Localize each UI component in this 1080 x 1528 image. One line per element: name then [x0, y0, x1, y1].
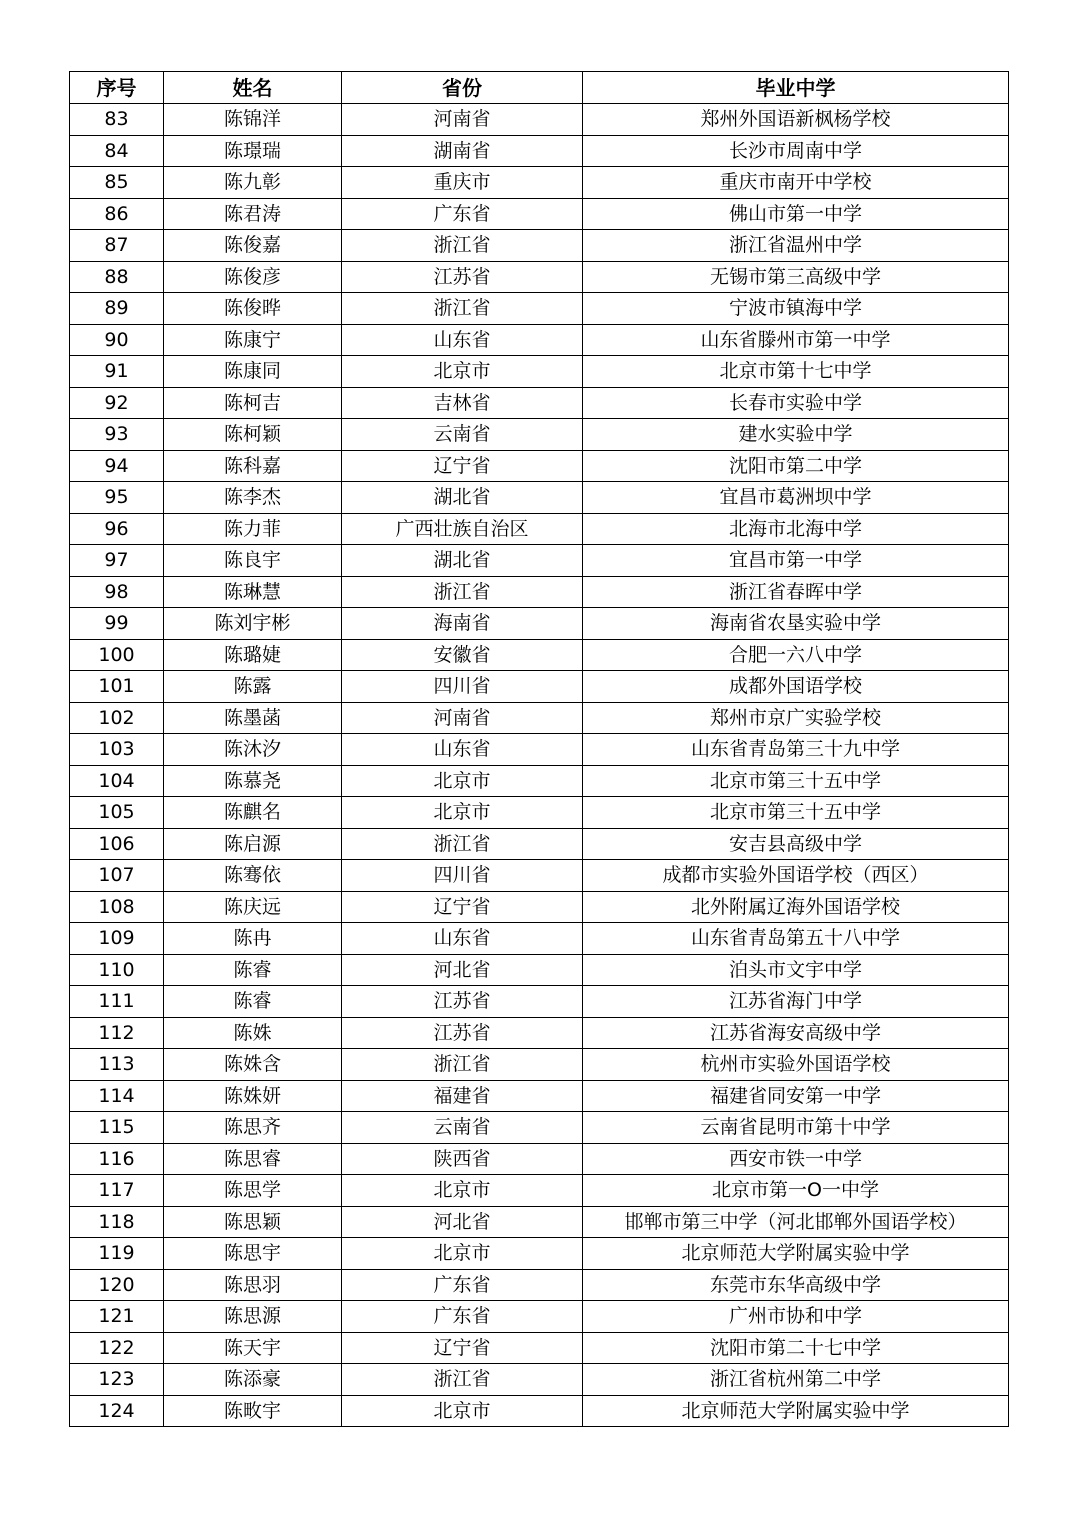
cell-school: 东莞市东华高级中学: [583, 1269, 1009, 1301]
table-header-row: [70, 72, 1009, 104]
cell-province: 浙江省: [342, 1049, 583, 1081]
table-row: [70, 1175, 1009, 1207]
table-row: [70, 576, 1009, 608]
table-row: [70, 734, 1009, 766]
cell-name: 陈姝: [164, 1017, 342, 1049]
cell-name: 陈冉: [164, 923, 342, 955]
cell-school: 山东省青岛第三十九中学: [583, 734, 1009, 766]
table-row: [70, 513, 1009, 545]
cell-province: 四川省: [342, 671, 583, 703]
cell-index: 119: [70, 1238, 164, 1270]
cell-name: 陈沐汐: [164, 734, 342, 766]
table-row: [70, 797, 1009, 829]
table-body: [70, 104, 1009, 1427]
cell-school: 海南省农垦实验中学: [583, 608, 1009, 640]
cell-index: 99: [70, 608, 164, 640]
cell-province: 北京市: [342, 1238, 583, 1270]
table-row: [70, 702, 1009, 734]
table-row: [70, 356, 1009, 388]
cell-index: 110: [70, 954, 164, 986]
cell-name: 陈思羽: [164, 1269, 342, 1301]
cell-province: 海南省: [342, 608, 583, 640]
cell-province: 浙江省: [342, 230, 583, 262]
cell-name: 陈锦洋: [164, 104, 342, 136]
table-row: [70, 860, 1009, 892]
table-row: [70, 923, 1009, 955]
cell-index: 89: [70, 293, 164, 325]
table-row: [70, 639, 1009, 671]
cell-name: 陈姝妍: [164, 1080, 342, 1112]
cell-name: 陈俊彦: [164, 261, 342, 293]
cell-school: 成都市实验外国语学校（西区）: [583, 860, 1009, 892]
table-row: [70, 986, 1009, 1018]
cell-school: 北京师范大学附属实验中学: [583, 1395, 1009, 1427]
cell-index: 108: [70, 891, 164, 923]
cell-province: 河北省: [342, 1206, 583, 1238]
cell-name: 陈姝含: [164, 1049, 342, 1081]
header-province: 省份: [342, 72, 583, 104]
table-row: [70, 1269, 1009, 1301]
cell-index: 98: [70, 576, 164, 608]
table-row: [70, 1112, 1009, 1144]
cell-province: 浙江省: [342, 576, 583, 608]
cell-school: 宜昌市葛洲坝中学: [583, 482, 1009, 514]
cell-index: 100: [70, 639, 164, 671]
table-row: [70, 230, 1009, 262]
cell-province: 广东省: [342, 1269, 583, 1301]
cell-province: 广东省: [342, 198, 583, 230]
cell-school: 西安市铁一中学: [583, 1143, 1009, 1175]
cell-index: 123: [70, 1364, 164, 1396]
cell-index: 111: [70, 986, 164, 1018]
table-row: [70, 1395, 1009, 1427]
cell-school: 山东省青岛第五十八中学: [583, 923, 1009, 955]
cell-name: 陈璟瑞: [164, 135, 342, 167]
cell-province: 江苏省: [342, 1017, 583, 1049]
cell-province: 北京市: [342, 765, 583, 797]
table-row: [70, 1364, 1009, 1396]
cell-province: 江苏省: [342, 261, 583, 293]
cell-province: 安徽省: [342, 639, 583, 671]
cell-name: 陈睿: [164, 986, 342, 1018]
student-roster-table: [69, 71, 1009, 1427]
cell-name: 陈麒名: [164, 797, 342, 829]
cell-name: 陈君涛: [164, 198, 342, 230]
cell-school: 沈阳市第二十七中学: [583, 1332, 1009, 1364]
cell-index: 96: [70, 513, 164, 545]
cell-index: 88: [70, 261, 164, 293]
table-row: [70, 1049, 1009, 1081]
cell-school: 北京市第三十五中学: [583, 765, 1009, 797]
cell-index: 112: [70, 1017, 164, 1049]
cell-school: 建水实验中学: [583, 419, 1009, 451]
cell-index: 122: [70, 1332, 164, 1364]
cell-name: 陈俊晔: [164, 293, 342, 325]
cell-name: 陈康同: [164, 356, 342, 388]
cell-name: 陈露: [164, 671, 342, 703]
cell-school: 宁波市镇海中学: [583, 293, 1009, 325]
cell-school: 江苏省海安高级中学: [583, 1017, 1009, 1049]
table-row: [70, 167, 1009, 199]
cell-index: 109: [70, 923, 164, 955]
cell-name: 陈刘宇彬: [164, 608, 342, 640]
cell-name: 陈思齐: [164, 1112, 342, 1144]
cell-index: 115: [70, 1112, 164, 1144]
cell-school: 云南省昆明市第十中学: [583, 1112, 1009, 1144]
cell-school: 浙江省杭州第二中学: [583, 1364, 1009, 1396]
cell-name: 陈李杰: [164, 482, 342, 514]
cell-name: 陈慕尧: [164, 765, 342, 797]
cell-school: 无锡市第三高级中学: [583, 261, 1009, 293]
cell-school: 成都外国语学校: [583, 671, 1009, 703]
cell-school: 北外附属辽海外国语学校: [583, 891, 1009, 923]
table-row: [70, 135, 1009, 167]
cell-school: 长春市实验中学: [583, 387, 1009, 419]
cell-name: 陈思睿: [164, 1143, 342, 1175]
cell-province: 山东省: [342, 324, 583, 356]
cell-index: 114: [70, 1080, 164, 1112]
cell-index: 91: [70, 356, 164, 388]
cell-index: 84: [70, 135, 164, 167]
table-row: [70, 450, 1009, 482]
cell-school: 北京师范大学附属实验中学: [583, 1238, 1009, 1270]
cell-name: 陈柯吉: [164, 387, 342, 419]
cell-school: 沈阳市第二中学: [583, 450, 1009, 482]
cell-province: 北京市: [342, 1175, 583, 1207]
cell-name: 陈天宇: [164, 1332, 342, 1364]
cell-province: 浙江省: [342, 293, 583, 325]
cell-index: 85: [70, 167, 164, 199]
cell-name: 陈墨菡: [164, 702, 342, 734]
cell-province: 四川省: [342, 860, 583, 892]
cell-name: 陈科嘉: [164, 450, 342, 482]
cell-name: 陈俊嘉: [164, 230, 342, 262]
table-row: [70, 261, 1009, 293]
cell-province: 辽宁省: [342, 891, 583, 923]
table-row: [70, 387, 1009, 419]
cell-province: 云南省: [342, 419, 583, 451]
table-row: [70, 608, 1009, 640]
cell-school: 合肥一六八中学: [583, 639, 1009, 671]
table-row: [70, 482, 1009, 514]
cell-index: 106: [70, 828, 164, 860]
cell-school: 北京市第一O一中学: [583, 1175, 1009, 1207]
cell-index: 118: [70, 1206, 164, 1238]
cell-name: 陈启源: [164, 828, 342, 860]
cell-index: 124: [70, 1395, 164, 1427]
cell-name: 陈畋宇: [164, 1395, 342, 1427]
cell-province: 浙江省: [342, 828, 583, 860]
table-row: [70, 828, 1009, 860]
cell-school: 佛山市第一中学: [583, 198, 1009, 230]
cell-name: 陈骞依: [164, 860, 342, 892]
table-row: [70, 1301, 1009, 1333]
cell-province: 湖北省: [342, 545, 583, 577]
cell-name: 陈柯颖: [164, 419, 342, 451]
table-row: [70, 293, 1009, 325]
cell-name: 陈思学: [164, 1175, 342, 1207]
cell-index: 116: [70, 1143, 164, 1175]
table-row: [70, 324, 1009, 356]
cell-index: 95: [70, 482, 164, 514]
cell-province: 北京市: [342, 797, 583, 829]
cell-school: 重庆市南开中学校: [583, 167, 1009, 199]
cell-school: 泊头市文宇中学: [583, 954, 1009, 986]
cell-province: 福建省: [342, 1080, 583, 1112]
cell-school: 浙江省温州中学: [583, 230, 1009, 262]
cell-name: 陈思宇: [164, 1238, 342, 1270]
cell-index: 93: [70, 419, 164, 451]
header-name: 姓名: [164, 72, 342, 104]
cell-province: 山东省: [342, 734, 583, 766]
cell-name: 陈良宇: [164, 545, 342, 577]
cell-index: 83: [70, 104, 164, 136]
table-row: [70, 1206, 1009, 1238]
cell-index: 87: [70, 230, 164, 262]
header-index: 序号: [70, 72, 164, 104]
table-row: [70, 671, 1009, 703]
cell-index: 117: [70, 1175, 164, 1207]
cell-province: 北京市: [342, 356, 583, 388]
table-row: [70, 765, 1009, 797]
cell-index: 86: [70, 198, 164, 230]
cell-province: 江苏省: [342, 986, 583, 1018]
cell-school: 郑州市京广实验学校: [583, 702, 1009, 734]
cell-name: 陈力菲: [164, 513, 342, 545]
cell-name: 陈康宁: [164, 324, 342, 356]
cell-name: 陈璐婕: [164, 639, 342, 671]
cell-name: 陈庆远: [164, 891, 342, 923]
cell-province: 广东省: [342, 1301, 583, 1333]
cell-name: 陈睿: [164, 954, 342, 986]
cell-name: 陈思源: [164, 1301, 342, 1333]
cell-name: 陈九彰: [164, 167, 342, 199]
table-row: [70, 1080, 1009, 1112]
cell-index: 90: [70, 324, 164, 356]
cell-name: 陈思颖: [164, 1206, 342, 1238]
cell-school: 邯郸市第三中学（河北邯郸外国语学校）: [583, 1206, 1009, 1238]
table-row: [70, 1143, 1009, 1175]
table-row: [70, 891, 1009, 923]
cell-province: 辽宁省: [342, 450, 583, 482]
cell-name: 陈添豪: [164, 1364, 342, 1396]
cell-school: 北海市北海中学: [583, 513, 1009, 545]
cell-index: 121: [70, 1301, 164, 1333]
cell-school: 安吉县高级中学: [583, 828, 1009, 860]
cell-school: 浙江省春晖中学: [583, 576, 1009, 608]
cell-index: 120: [70, 1269, 164, 1301]
cell-school: 北京市第三十五中学: [583, 797, 1009, 829]
cell-index: 102: [70, 702, 164, 734]
cell-index: 97: [70, 545, 164, 577]
table-row: [70, 1017, 1009, 1049]
cell-province: 重庆市: [342, 167, 583, 199]
table-row: [70, 419, 1009, 451]
cell-index: 107: [70, 860, 164, 892]
cell-index: 94: [70, 450, 164, 482]
cell-province: 山东省: [342, 923, 583, 955]
cell-province: 湖南省: [342, 135, 583, 167]
cell-school: 宜昌市第一中学: [583, 545, 1009, 577]
cell-school: 广州市协和中学: [583, 1301, 1009, 1333]
cell-province: 湖北省: [342, 482, 583, 514]
cell-province: 河北省: [342, 954, 583, 986]
cell-province: 河南省: [342, 104, 583, 136]
cell-index: 105: [70, 797, 164, 829]
cell-school: 北京市第十七中学: [583, 356, 1009, 388]
header-school: 毕业中学: [583, 72, 1009, 104]
table-row: [70, 954, 1009, 986]
cell-index: 113: [70, 1049, 164, 1081]
cell-province: 河南省: [342, 702, 583, 734]
table-row: [70, 104, 1009, 136]
cell-province: 陕西省: [342, 1143, 583, 1175]
cell-school: 江苏省海门中学: [583, 986, 1009, 1018]
cell-province: 云南省: [342, 1112, 583, 1144]
cell-school: 杭州市实验外国语学校: [583, 1049, 1009, 1081]
cell-index: 104: [70, 765, 164, 797]
cell-index: 103: [70, 734, 164, 766]
cell-province: 浙江省: [342, 1364, 583, 1396]
cell-province: 北京市: [342, 1395, 583, 1427]
cell-school: 郑州外国语新枫杨学校: [583, 104, 1009, 136]
table-row: [70, 1332, 1009, 1364]
table-row: [70, 1238, 1009, 1270]
cell-index: 92: [70, 387, 164, 419]
table-row: [70, 545, 1009, 577]
cell-province: 吉林省: [342, 387, 583, 419]
cell-school: 山东省滕州市第一中学: [583, 324, 1009, 356]
cell-province: 辽宁省: [342, 1332, 583, 1364]
cell-school: 长沙市周南中学: [583, 135, 1009, 167]
cell-name: 陈琳慧: [164, 576, 342, 608]
cell-school: 福建省同安第一中学: [583, 1080, 1009, 1112]
cell-index: 101: [70, 671, 164, 703]
table-row: [70, 198, 1009, 230]
cell-province: 广西壮族自治区: [342, 513, 583, 545]
